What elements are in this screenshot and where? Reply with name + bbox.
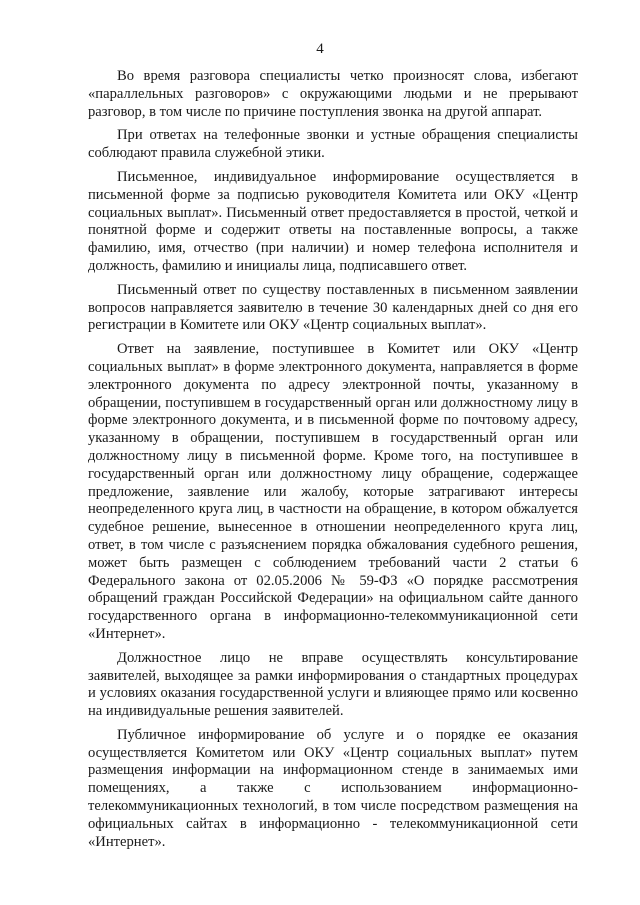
paragraph-public-informing: Публичное информирование об услуге и о порядке ее оказания осуществляется Комитетом или ОКУ «Центр социальных выплат» путем размещения информации на информационном стенде в занимаемых ими помещениях, а также с использованием информационно-телекоммуникационных технологий, в том числе посредством размещения на официальных сайтах в информационно - телекоммуникационной сети «Интернет». — [88, 726, 578, 850]
paragraph-phone-conversation: Во время разговора специалисты четко произносят слова, избегают «параллельных разговоров» с окружающими людьми и не прерывают разговор, в том числе по причине поступления звонка на другой аппарат. — [88, 68, 578, 120]
paragraph-service-ethics: При ответах на телефонные звонки и устные обращения специалисты соблюдают правила служебной этики. — [88, 127, 578, 162]
page-number: 4 — [316, 41, 324, 57]
paragraph-electronic-answer: Ответ на заявление, поступившее в Комитет или ОКУ «Центр социальных выплат» в форме электронного документа, направляется в форме электронного документа по адресу электронной почты, указанному в обращении, поступившем в государственный орган или должностному лицу в форме электронного документа, и в письменной форме по почтовому адресу, указанному в обращении, поступившем в государственный орган или должностному лицу в письменной форме. Кроме того, на поступившее в государственный орган или должностному лицу обращение, содержащее предложение, заявление или жалобу, которые затрагивают интересы неопределенного круга лиц, в частности на обращение, в котором обжалуется судебное решение, вынесенное в отношении неопределенного круга лиц, ответ, в том числе с разъяснением порядка обжалования судебного решения, может быть размещен с соблюдением требований части 2 статьи 6 Федерального закона от 02.05.2006 № 59-ФЗ «О порядке рассмотрения обращений граждан Российской Федерации» на официальном сайте данного государственного органа в информационно-телекоммуникационной сети «Интернет». — [88, 341, 578, 642]
document-body — [88, 68, 578, 857]
paragraph-written-answer-deadline: Письменный ответ по существу поставленных в письменном заявлении вопросов направляется заявителю в течение 30 календарных дней со дня его регистрации в Комитете или ОКУ «Центр социальных выплат». — [88, 281, 578, 334]
paragraph-official-restrictions: Должностное лицо не вправе осуществлять консультирование заявителей, выходящее за рамки информирования о стандартных процедурах и условиях оказания государственной услуги и влияющее прямо или косвенно на индивидуальные решения заявителей. — [88, 649, 578, 720]
paragraph-written-informing: Письменное, индивидуальное информирование осуществляется в письменной форме за подписью руководителя Комитета или ОКУ «Центр социальных выплат». Письменный ответ предоставляется в простой, четкой и понятной форме и содержит ответы на поставленные вопросы, а также фамилию, имя, отчество (при наличии) и номер телефона исполнителя и должность, фамилию и инициалы лица, подписавшего ответ. — [88, 168, 578, 274]
